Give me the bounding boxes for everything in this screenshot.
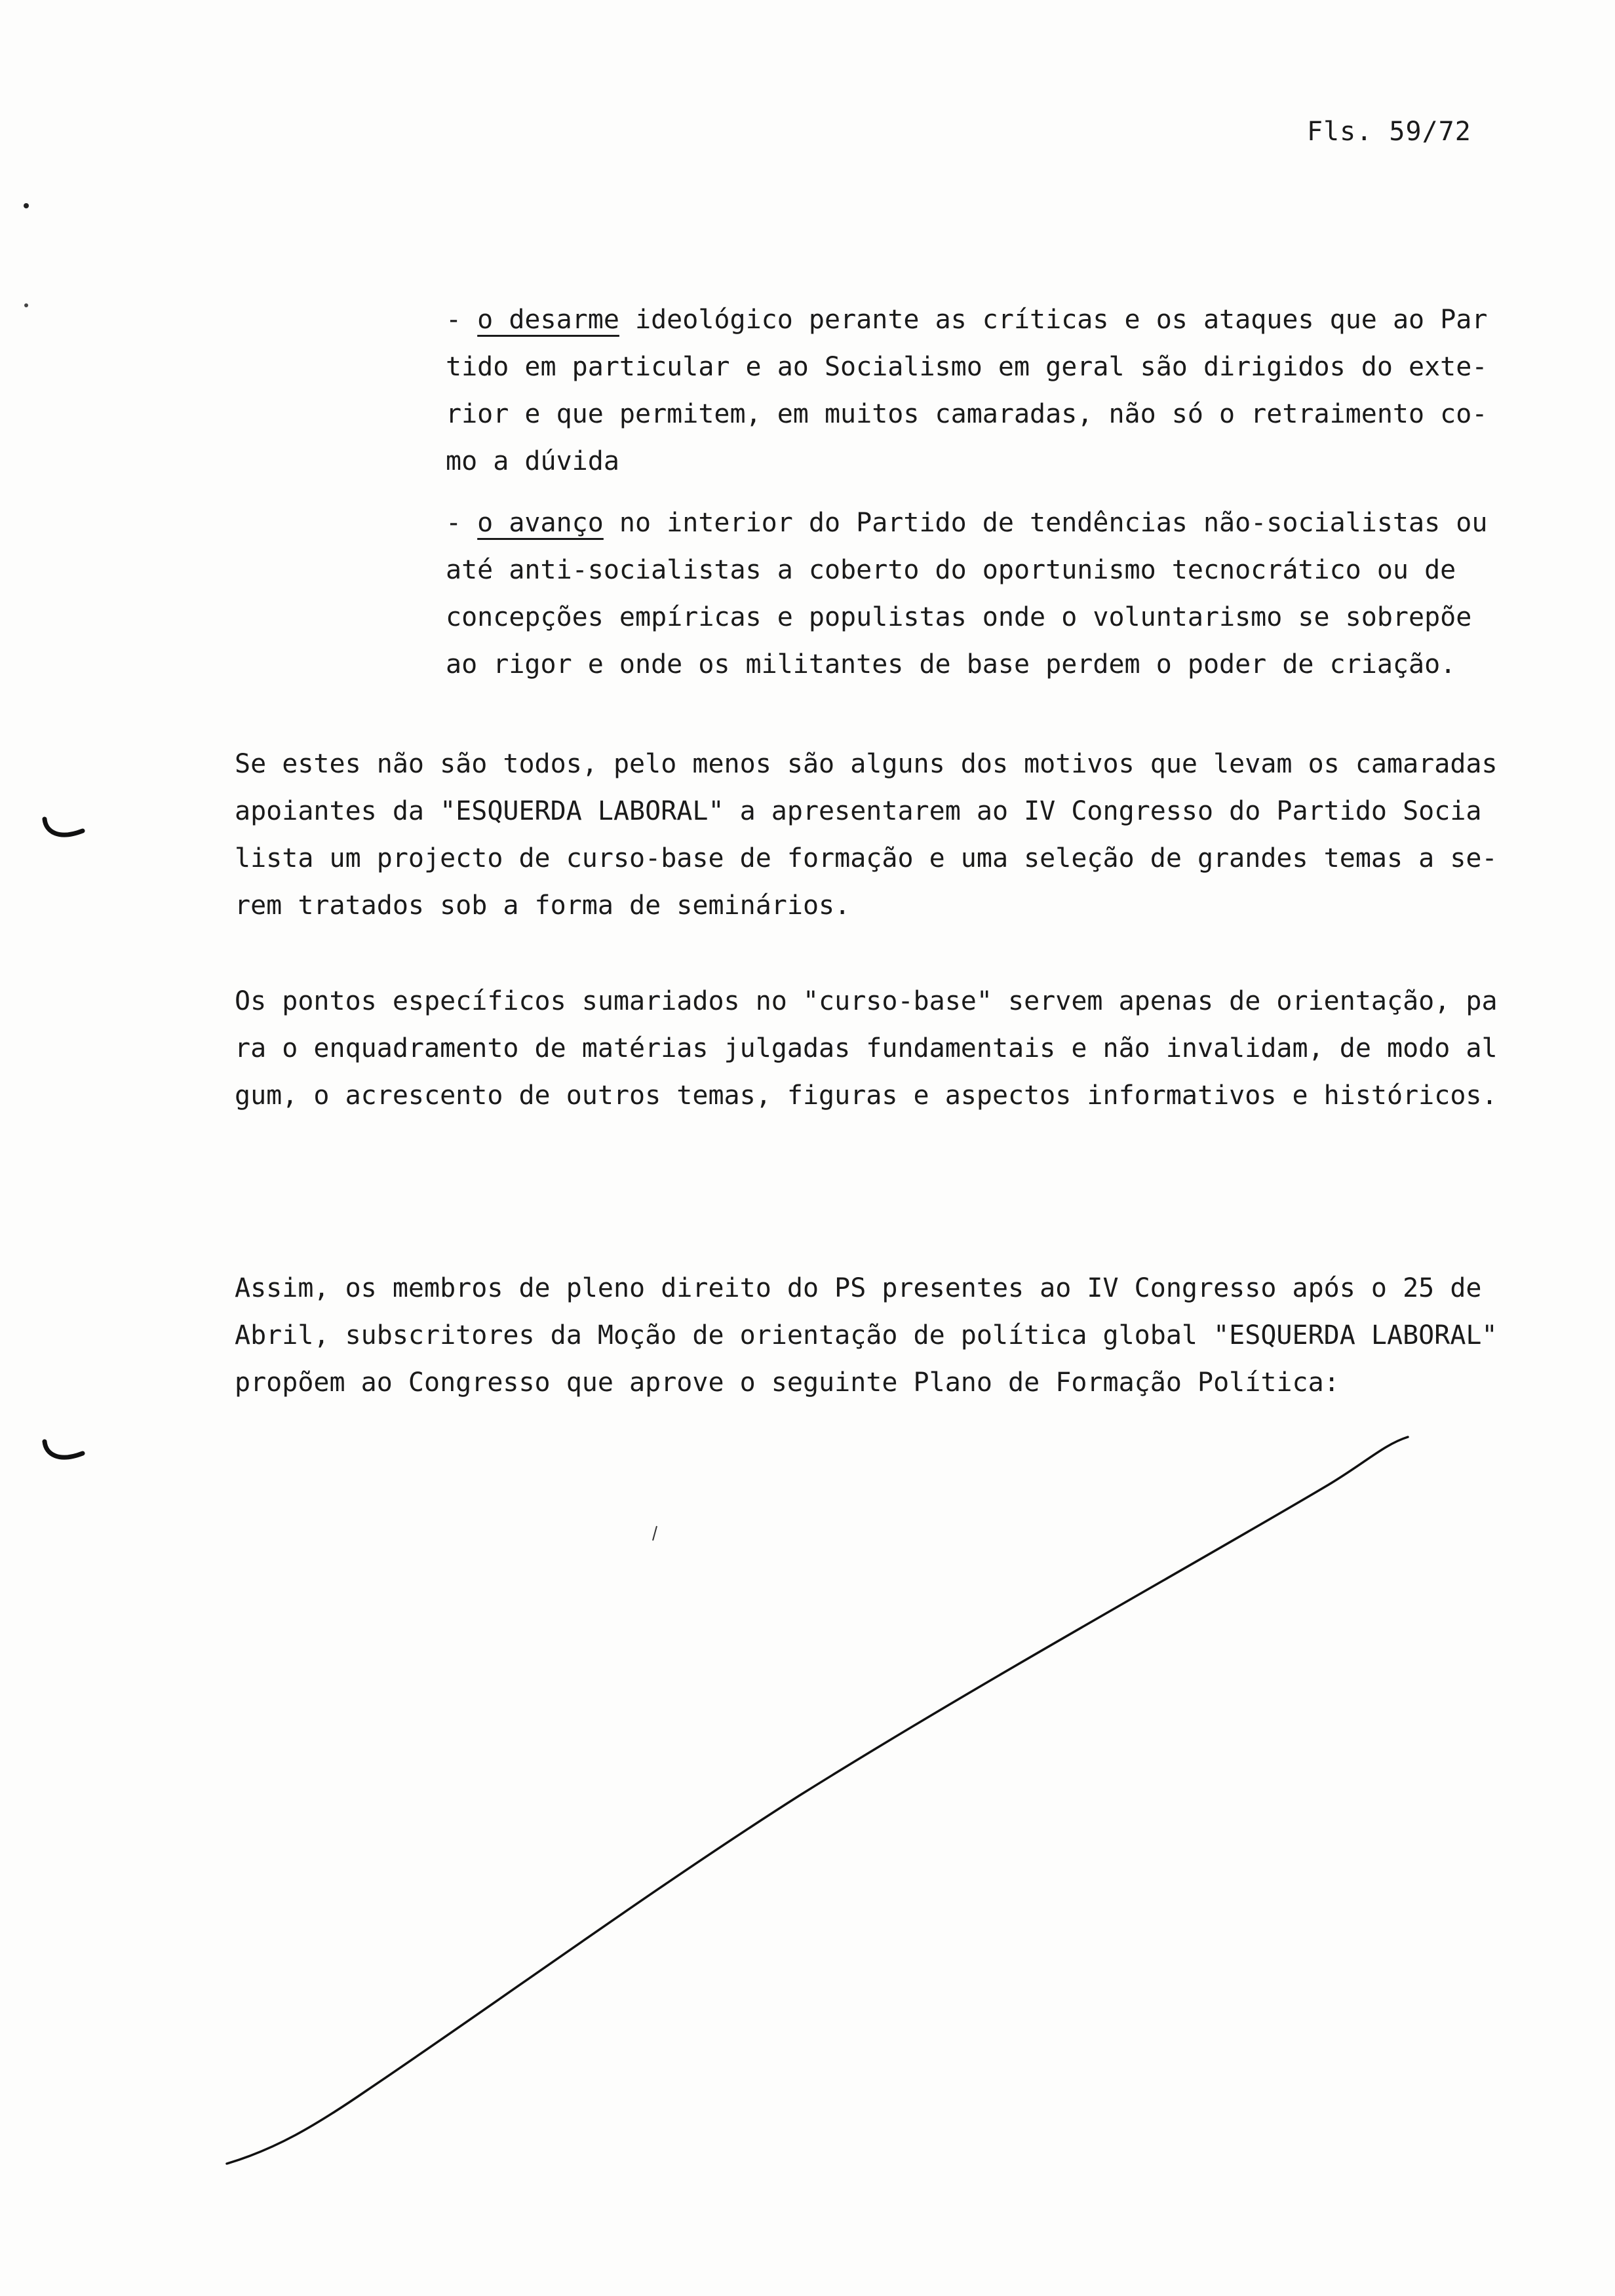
bullet-dash: -	[446, 305, 478, 335]
binding-hole-mark	[39, 1435, 92, 1474]
paragraph-line: propõem ao Congresso que aprove o seguinte Plano de Formação Política:	[235, 1368, 1340, 1398]
bullet-dash: -	[446, 508, 478, 538]
bullet-lead-underlined: o avanço	[477, 508, 604, 538]
paragraph-line: lista um projecto de curso-base de formação e uma seleção de grandes temas a se-	[235, 843, 1498, 873]
bullet-line: ao rigor e onde os militantes de base perdem o poder de criação.	[446, 649, 1456, 679]
paragraph-line: Se estes não são todos, pelo menos são alguns dos motivos que levam os camaradas	[235, 749, 1498, 779]
paragraph-line: gum, o acrescento de outros temas, figuras e aspectos informativos e históricos.	[235, 1081, 1498, 1111]
paragraph-line: Os pontos específicos sumariados no "curso-base" servem apenas de orientação, pa	[235, 986, 1498, 1016]
binding-hole-mark	[39, 813, 92, 852]
bullet-line: até anti-socialistas a coberto do oportunismo tecnocrático ou de	[446, 555, 1456, 585]
bullet-text: no interior do Partido de tendências não-socialistas ou	[603, 508, 1488, 538]
scan-speck-mark	[649, 1523, 662, 1543]
scan-speck-mark	[20, 197, 33, 315]
paragraph-line: apoiantes da "ESQUERDA LABORAL" a apresentarem ao IV Congresso do Partido Socia	[235, 796, 1482, 826]
bullet-line: concepções empíricas e populistas onde o voluntarismo se sobrepõe	[446, 602, 1472, 632]
paragraph-line: rem tratados sob a forma de seminários.	[235, 890, 851, 921]
paragraph-line: Assim, os membros de pleno direito do PS presentes ao IV Congresso após o 25 de	[235, 1273, 1482, 1303]
bullet-line: mo a dúvida	[446, 446, 619, 476]
bullet-line: tido em particular e ao Socialismo em geral são dirigidos do exte-	[446, 352, 1488, 382]
page-folio: Fls. 59/72	[1307, 117, 1471, 147]
bullet-line: rior e que permitem, em muitos camaradas, não só o retraimento co-	[446, 399, 1488, 429]
bullet-lead-underlined: o desarme	[477, 305, 619, 335]
paragraph-line: Abril, subscritores da Moção de orientação de política global "ESQUERDA LABORAL"	[235, 1320, 1498, 1350]
bullet-text: ideológico perante as críticas e os ataques que ao Par	[619, 305, 1488, 335]
paragraph-line: ra o enquadramento de matérias julgadas fundamentais e não invalidam, de modo al	[235, 1033, 1498, 1063]
